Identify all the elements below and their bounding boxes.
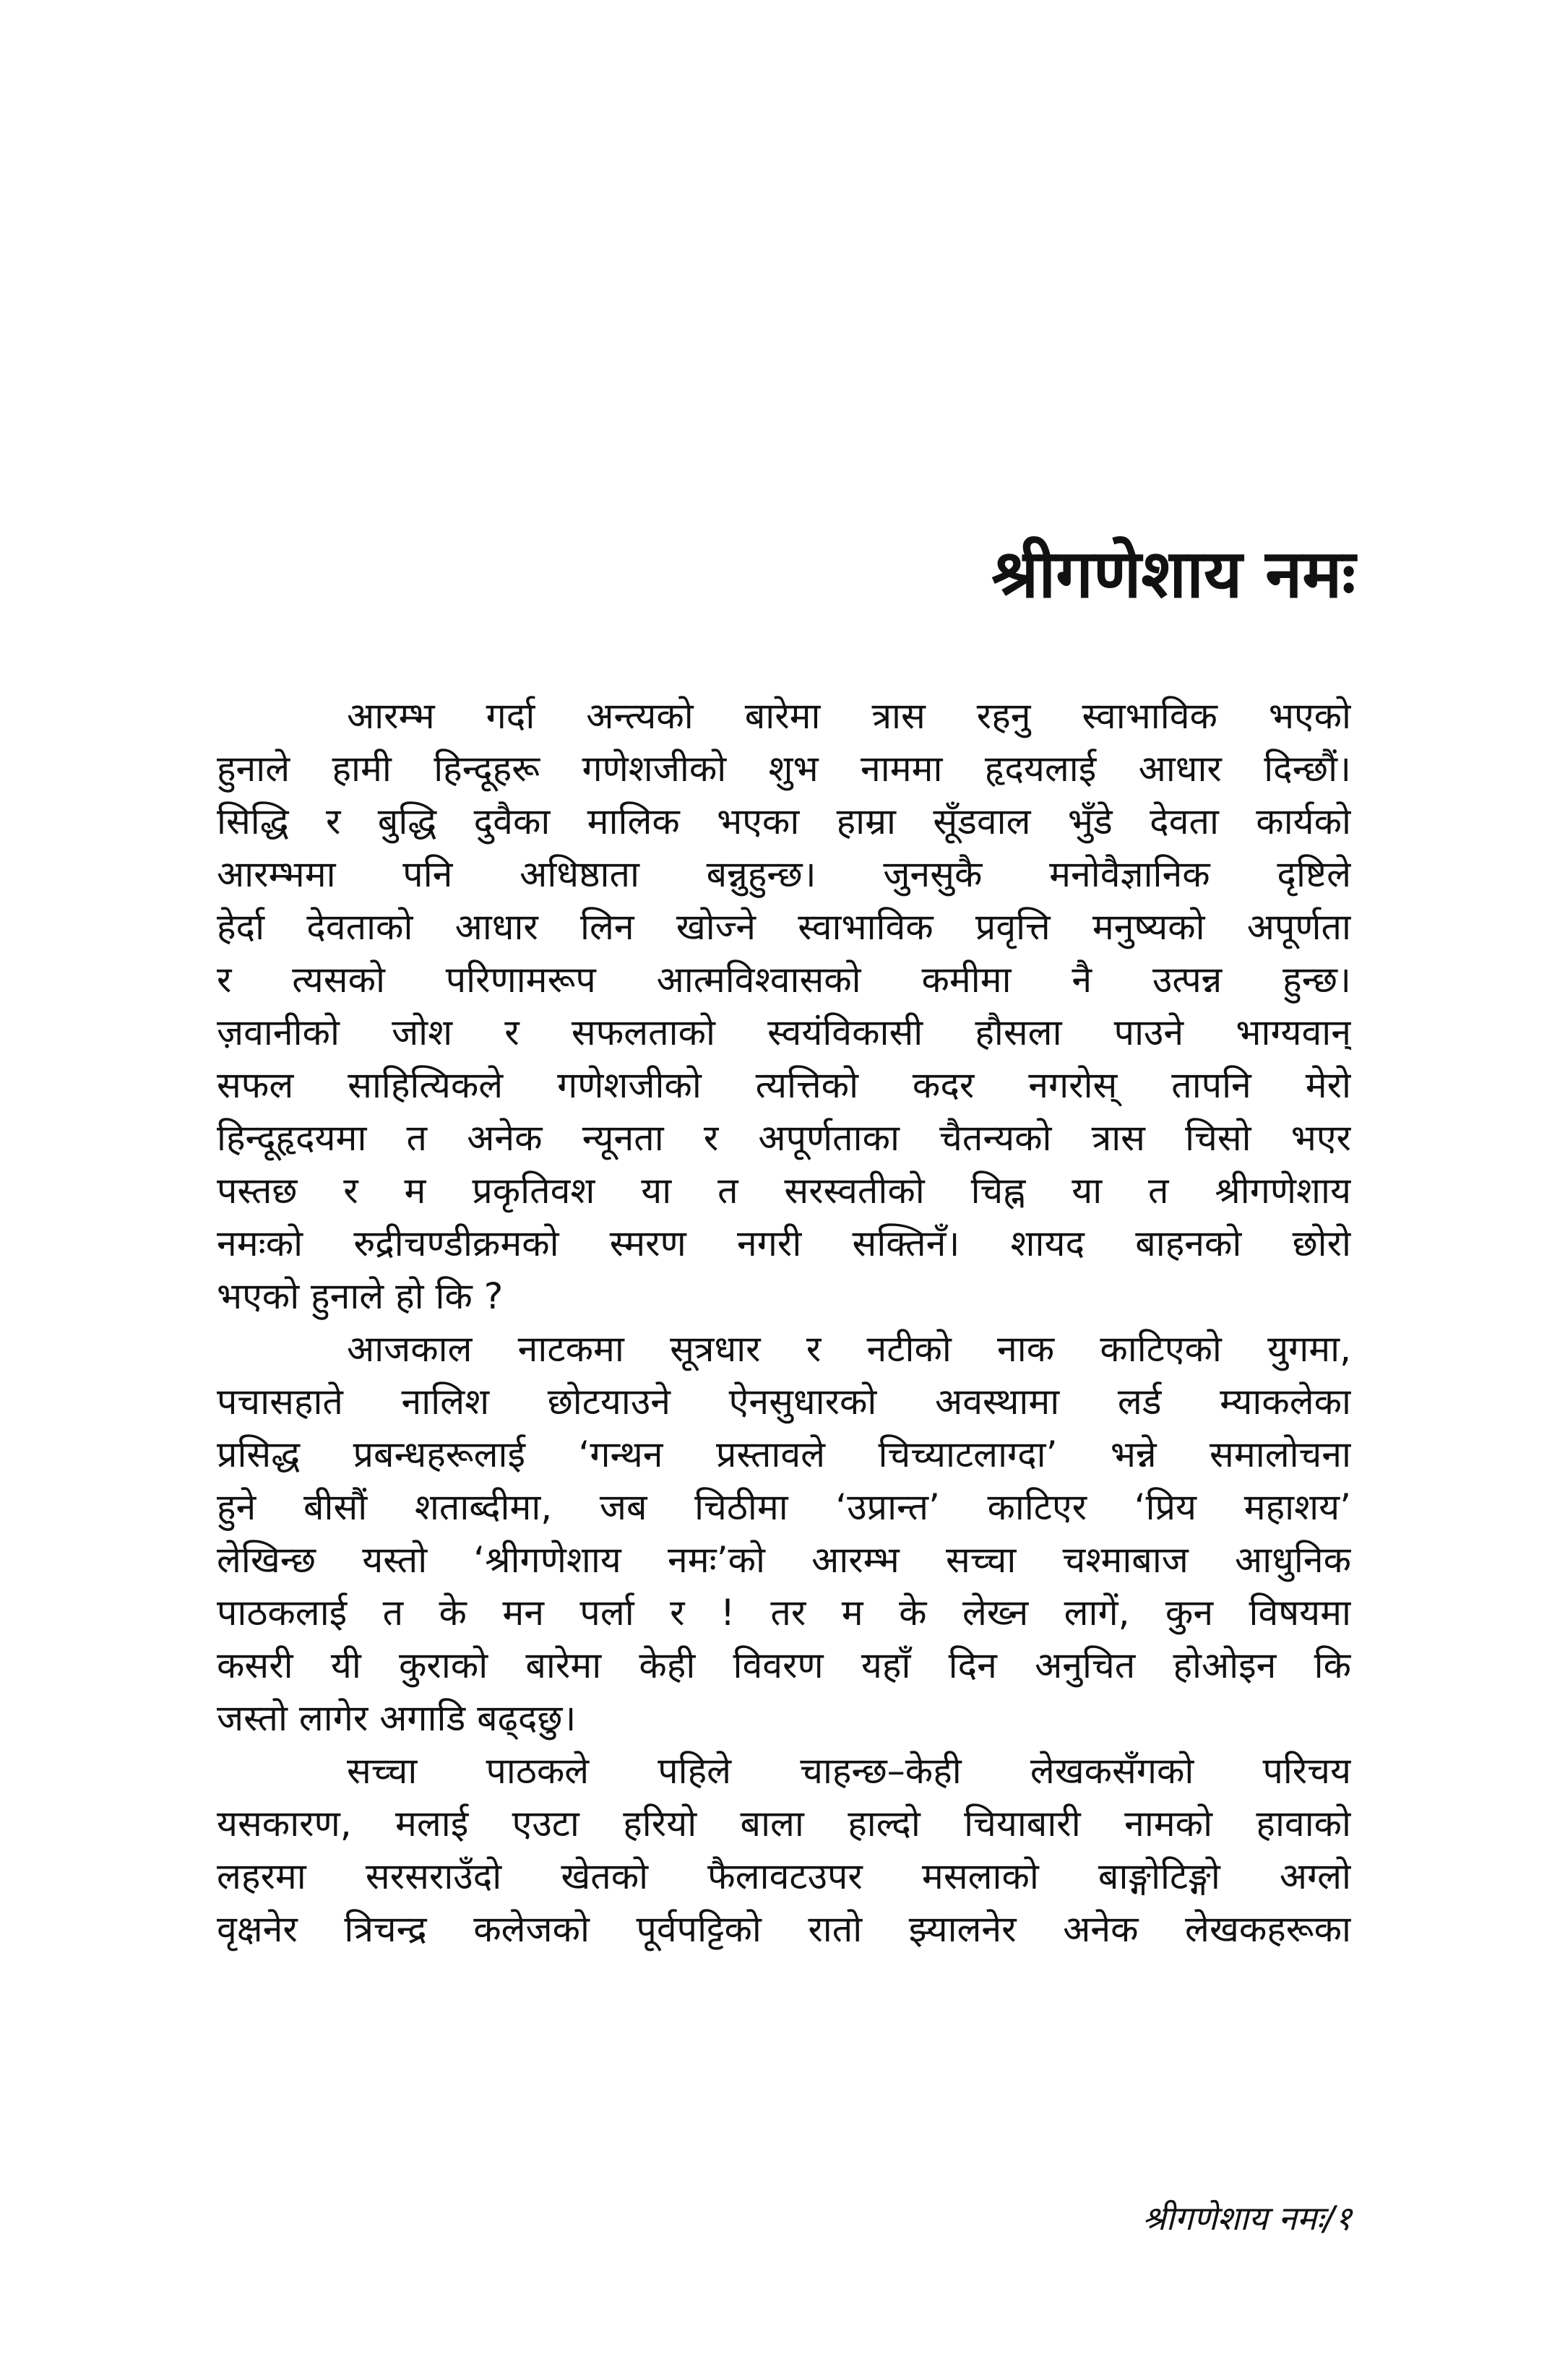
text-line: ज़वानीको जोश र सफलताको स्वयंविकासी हौसला पाउने भाग्यवान् (217, 1012, 1351, 1053)
text-line: लेखिन्छ यस्तो ‘श्रीगणेशाय नमः’को आरम्भ सच्चा चश्माबाज आधुनिक (217, 1539, 1351, 1581)
text-line: हुने बीसौं शताब्दीमा, जब चिठीमा ‘उप्रान्त’ काटिएर ‘प्रिय महाशय’ (217, 1486, 1351, 1528)
text-line: पस्तछ र म प्रकृतिवश या त सरस्वतीको चिह्न या त श्रीगणेशाय (217, 1170, 1351, 1212)
text-line: लहरमा सरसराउँदो खेतको फैलावटउपर मसलाको बाङ्गोटिङ्गो अग्लो (217, 1855, 1351, 1897)
text-line: जस्तो लागेर अगाडि बढ्दछु। (217, 1697, 577, 1739)
text-line: कसरी यी कुराको बारेमा केही विवरण यहाँ दिन अनुचित होओइन कि (217, 1644, 1351, 1686)
text-line: भएको हुनाले हो कि ? (217, 1275, 504, 1317)
text-line: पाठकलाई त के मन पर्ला र ! तर म के लेख्न लागें, कुन विषयमा (217, 1592, 1351, 1634)
text-line: पचासहाते नालिश छोटयाउने ऐनसुधारको अवस्थामा लर्ड म्याकलेका (217, 1381, 1351, 1423)
text-line: सच्चा पाठकले पहिले चाहन्छ–केही लेखकसँगको परिचय (347, 1750, 1351, 1792)
text-line: वृक्षनेर त्रिचन्द्र कलेजको पूर्वपट्टिको रातो झ्यालनेर अनेक लेखकहरूका (217, 1908, 1351, 1950)
text-line: हिन्दूहृदयमा त अनेक न्यूनता र अपूर्णताका चैतन्यको त्रास चिसो भएर (217, 1117, 1351, 1159)
chapter-title: श्रीगणेशाय नमः (991, 535, 1355, 613)
text-line: हुनाले हामी हिन्दूहरू गणेशजीको शुभ नाममा हृदयलाई आधार दिन्छौं। (217, 748, 1351, 790)
text-line: नमःको रुद्रीचण्डीक्रमको स्मरण नगरी सक्तिनँ। शायद बाहनको छोरो (217, 1223, 1351, 1264)
text-line: आजकाल नाटकमा सूत्रधार र नटीको नाक काटिएको युगमा, (347, 1328, 1351, 1370)
text-line: हेर्दा देवताको आधार लिन खोज्ने स्वाभाविक प्रवृत्ति मनुष्यको अपूर्णता (217, 906, 1351, 948)
text-line: र त्यसको परिणामरूप आत्मविश्वासको कमीमा नै उत्पन्न हुन्छ। (217, 959, 1351, 1001)
text-line: आरम्भमा पनि अधिष्ठाता बन्नुहुन्छ। जुनसुकै मनोवैज्ञानिक दृष्टिले (217, 853, 1351, 895)
text-line: यसकारण, मलाई एउटा हरियो बाला हाल्दो चियाबारी नामको हावाको (217, 1803, 1351, 1845)
text-line: प्रसिद्ध प्रबन्धहरूलाई ‘गन्थन प्रस्तावले चिच्याटलाग्दा’ भन्ने समालोचना (217, 1433, 1351, 1475)
text-line: सिद्धि र बुद्धि दुवैका मालिक भएका हाम्रा सूँडवाल भुँडे देवता कार्यको (217, 801, 1351, 842)
body-text (217, 690, 1351, 1956)
page-footer: श्रीगणेशाय नमः/१ (1142, 2199, 1352, 2238)
text-line: आरम्भ गर्दा अन्त्यको बारेमा त्रास रहनु स्वाभाविक भएको (347, 695, 1351, 737)
text-line: सफल साहित्यिकले गणेशजीको त्यत्तिको कदर नगरोस् तापनि मेरो (217, 1064, 1351, 1106)
